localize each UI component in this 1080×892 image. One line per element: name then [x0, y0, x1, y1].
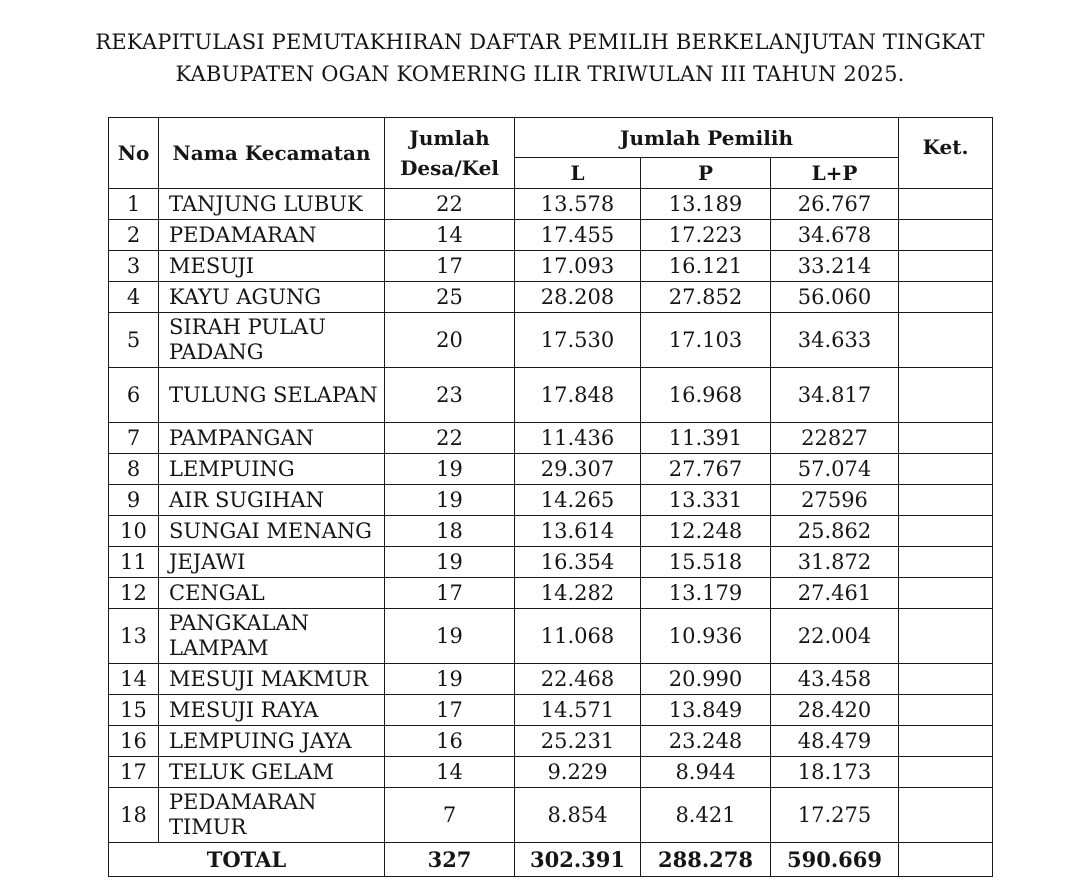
row-p: 8.421 — [641, 788, 771, 843]
row-p: 10.936 — [641, 609, 771, 664]
row-no: 2 — [109, 220, 159, 251]
row-p: 23.248 — [641, 726, 771, 757]
row-desa: 19 — [385, 609, 515, 664]
row-no: 10 — [109, 516, 159, 547]
document-title-line-2: KABUPATEN OGAN KOMERING ILIR TRIWULAN III TAHUN 2025. — [175, 62, 905, 86]
row-ket — [899, 578, 993, 609]
row-ket — [899, 695, 993, 726]
row-l: 17.530 — [515, 313, 641, 368]
total-ket — [899, 843, 993, 877]
row-l: 11.436 — [515, 423, 641, 454]
row-ket — [899, 664, 993, 695]
table-row — [109, 189, 993, 220]
row-ket — [899, 726, 993, 757]
header-p: P — [641, 158, 771, 189]
row-lp: 33.214 — [771, 251, 899, 282]
row-no: 6 — [109, 368, 159, 423]
row-kecamatan: PAMPANGAN — [159, 423, 385, 454]
row-p: 27.767 — [641, 454, 771, 485]
row-kecamatan: PEDAMARAN TIMUR — [159, 788, 385, 843]
row-p: 16.968 — [641, 368, 771, 423]
row-ket — [899, 189, 993, 220]
row-l: 17.848 — [515, 368, 641, 423]
row-kecamatan: MESUJI — [159, 251, 385, 282]
row-no: 11 — [109, 547, 159, 578]
header-l: L — [515, 158, 641, 189]
table-row — [109, 485, 993, 516]
total-lp: 590.669 — [771, 843, 899, 877]
header-kecamatan: Nama Kecamatan — [159, 118, 385, 189]
row-l: 13.578 — [515, 189, 641, 220]
row-desa: 16 — [385, 726, 515, 757]
header-desa-line1: Jumlah — [409, 126, 490, 150]
row-ket — [899, 547, 993, 578]
row-lp: 34.678 — [771, 220, 899, 251]
row-l: 22.468 — [515, 664, 641, 695]
row-lp: 34.817 — [771, 368, 899, 423]
row-l: 28.208 — [515, 282, 641, 313]
row-p: 12.248 — [641, 516, 771, 547]
row-desa: 25 — [385, 282, 515, 313]
row-p: 17.103 — [641, 313, 771, 368]
row-lp: 22827 — [771, 423, 899, 454]
row-lp: 22.004 — [771, 609, 899, 664]
row-lp: 27.461 — [771, 578, 899, 609]
table-row — [109, 282, 993, 313]
table-row — [109, 609, 993, 664]
row-lp: 17.275 — [771, 788, 899, 843]
table-row — [109, 368, 993, 423]
voter-recap-table — [108, 117, 993, 877]
row-kecamatan: SUNGAI MENANG — [159, 516, 385, 547]
row-p: 13.331 — [641, 485, 771, 516]
row-no: 16 — [109, 726, 159, 757]
row-desa: 17 — [385, 695, 515, 726]
row-l: 14.265 — [515, 485, 641, 516]
row-ket — [899, 788, 993, 843]
row-kecamatan: TANJUNG LUBUK — [159, 189, 385, 220]
row-desa: 14 — [385, 220, 515, 251]
row-l: 13.614 — [515, 516, 641, 547]
row-no: 5 — [109, 313, 159, 368]
row-no: 3 — [109, 251, 159, 282]
row-lp: 27596 — [771, 485, 899, 516]
row-kecamatan: TULUNG SELAPAN — [159, 368, 385, 423]
row-kecamatan: SIRAH PULAU PADANG — [159, 313, 385, 368]
row-p: 15.518 — [641, 547, 771, 578]
row-desa: 19 — [385, 485, 515, 516]
row-p: 13.189 — [641, 189, 771, 220]
row-no: 7 — [109, 423, 159, 454]
row-lp: 34.633 — [771, 313, 899, 368]
row-ket — [899, 609, 993, 664]
row-no: 12 — [109, 578, 159, 609]
total-l: 302.391 — [515, 843, 641, 877]
row-desa: 20 — [385, 313, 515, 368]
row-desa: 19 — [385, 547, 515, 578]
row-no: 4 — [109, 282, 159, 313]
table-row — [109, 454, 993, 485]
row-p: 11.391 — [641, 423, 771, 454]
table-row — [109, 695, 993, 726]
row-l: 25.231 — [515, 726, 641, 757]
row-lp: 18.173 — [771, 757, 899, 788]
table-row — [109, 664, 993, 695]
row-l: 14.282 — [515, 578, 641, 609]
header-desa — [385, 118, 515, 189]
row-desa: 22 — [385, 189, 515, 220]
row-kecamatan: CENGAL — [159, 578, 385, 609]
row-no: 14 — [109, 664, 159, 695]
row-l: 29.307 — [515, 454, 641, 485]
table-row — [109, 516, 993, 547]
row-no: 17 — [109, 757, 159, 788]
row-ket — [899, 516, 993, 547]
table-row — [109, 547, 993, 578]
row-ket — [899, 485, 993, 516]
row-no: 1 — [109, 189, 159, 220]
row-kecamatan: MESUJI RAYA — [159, 695, 385, 726]
row-lp: 26.767 — [771, 189, 899, 220]
row-desa: 17 — [385, 251, 515, 282]
row-ket — [899, 313, 993, 368]
row-no: 18 — [109, 788, 159, 843]
row-lp: 28.420 — [771, 695, 899, 726]
row-lp: 31.872 — [771, 547, 899, 578]
document-title-line-1: REKAPITULASI PEMUTAKHIRAN DAFTAR PEMILIH BERKELANJUTAN TINGKAT — [95, 30, 985, 54]
row-no: 15 — [109, 695, 159, 726]
row-lp: 57.074 — [771, 454, 899, 485]
row-l: 11.068 — [515, 609, 641, 664]
row-l: 17.093 — [515, 251, 641, 282]
row-ket — [899, 368, 993, 423]
row-kecamatan: TELUK GELAM — [159, 757, 385, 788]
row-lp: 25.862 — [771, 516, 899, 547]
row-desa: 17 — [385, 578, 515, 609]
row-l: 16.354 — [515, 547, 641, 578]
row-lp: 56.060 — [771, 282, 899, 313]
total-label: TOTAL — [109, 843, 385, 877]
row-ket — [899, 251, 993, 282]
row-kecamatan: LEMPUING — [159, 454, 385, 485]
row-desa: 19 — [385, 664, 515, 695]
row-kecamatan: AIR SUGIHAN — [159, 485, 385, 516]
table-row — [109, 313, 993, 368]
row-ket — [899, 282, 993, 313]
table-row — [109, 423, 993, 454]
row-no: 13 — [109, 609, 159, 664]
row-l: 8.854 — [515, 788, 641, 843]
table-row — [109, 578, 993, 609]
row-p: 13.849 — [641, 695, 771, 726]
table-row — [109, 726, 993, 757]
row-desa: 18 — [385, 516, 515, 547]
row-desa: 23 — [385, 368, 515, 423]
header-ket: Ket. — [899, 118, 993, 189]
row-lp: 43.458 — [771, 664, 899, 695]
row-l: 17.455 — [515, 220, 641, 251]
header-lp: L+P — [771, 158, 899, 189]
row-l: 14.571 — [515, 695, 641, 726]
row-ket — [899, 423, 993, 454]
row-kecamatan: PEDAMARAN — [159, 220, 385, 251]
row-kecamatan: KAYU AGUNG — [159, 282, 385, 313]
table-row — [109, 788, 993, 843]
row-p: 13.179 — [641, 578, 771, 609]
row-lp: 48.479 — [771, 726, 899, 757]
row-l: 9.229 — [515, 757, 641, 788]
header-no: No — [109, 118, 159, 189]
row-desa: 14 — [385, 757, 515, 788]
total-desa: 327 — [385, 843, 515, 877]
table-row — [109, 757, 993, 788]
row-kecamatan: MESUJI MAKMUR — [159, 664, 385, 695]
row-ket — [899, 454, 993, 485]
row-desa: 22 — [385, 423, 515, 454]
row-p: 20.990 — [641, 664, 771, 695]
row-p: 16.121 — [641, 251, 771, 282]
row-kecamatan: PANGKALAN LAMPAM — [159, 609, 385, 664]
row-no: 8 — [109, 454, 159, 485]
row-p: 8.944 — [641, 757, 771, 788]
table-row — [109, 220, 993, 251]
row-desa: 19 — [385, 454, 515, 485]
row-p: 17.223 — [641, 220, 771, 251]
header-desa-line2: Desa/Kel — [400, 156, 499, 180]
row-desa: 7 — [385, 788, 515, 843]
table-row — [109, 251, 993, 282]
total-p: 288.278 — [641, 843, 771, 877]
row-kecamatan: LEMPUING JAYA — [159, 726, 385, 757]
row-p: 27.852 — [641, 282, 771, 313]
row-kecamatan: JEJAWI — [159, 547, 385, 578]
row-ket — [899, 757, 993, 788]
header-jumlah-pemilih: Jumlah Pemilih — [515, 118, 899, 158]
row-no: 9 — [109, 485, 159, 516]
total-row — [109, 843, 993, 877]
row-ket — [899, 220, 993, 251]
